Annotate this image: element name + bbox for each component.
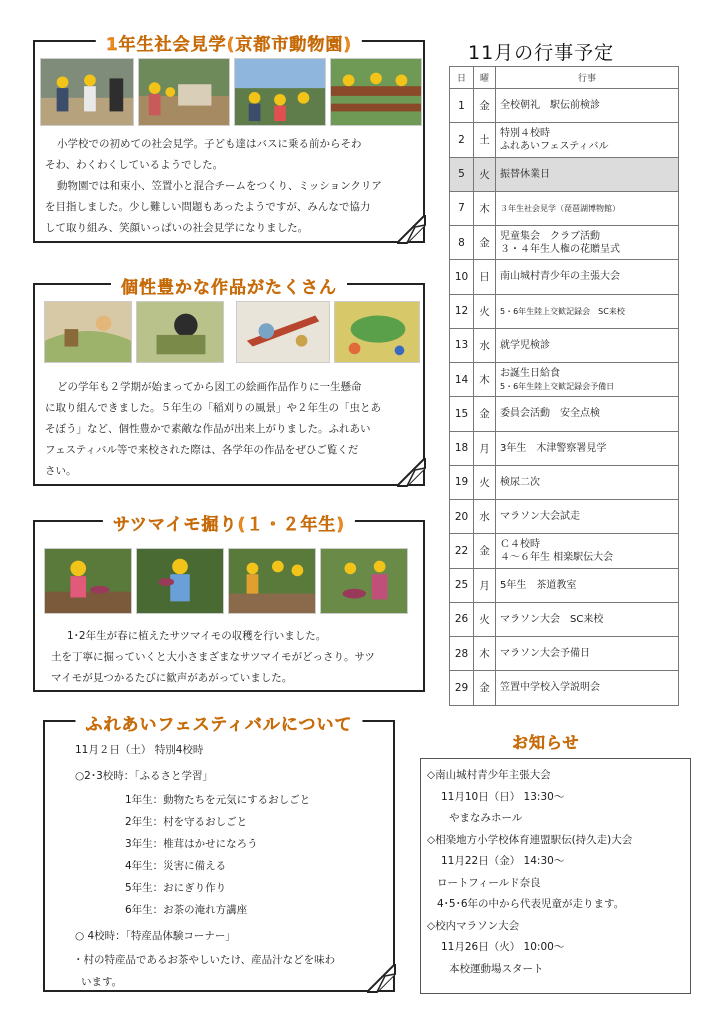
schedule-weekday: 金 — [474, 89, 496, 123]
schedule-table — [449, 66, 679, 706]
art-line-2: に取り組んできました。５年生の「稲刈りの風景」や２年生の「虫とあ — [45, 402, 381, 414]
schedule-day: 18 — [450, 431, 474, 465]
schedule-event — [496, 397, 679, 431]
potato-line-3: マイモが見つかるたびに歓声があがっていました。 — [51, 672, 293, 684]
schedule-row — [450, 397, 679, 431]
notice-line: やまなみホール — [449, 812, 523, 824]
schedule-row — [450, 157, 679, 191]
zoo-section — [33, 35, 425, 243]
zoo-line-2: そわ、わくわくしているようでした。 — [45, 159, 224, 171]
schedule-row — [450, 260, 679, 294]
zoo-line-4: を目指しました。少し難しい問題もあったようですが、みんなで協力 — [45, 201, 371, 213]
schedule-event-line2: ４～６年生 相楽駅伝大会 — [500, 551, 614, 563]
notice-title: お知らせ — [512, 733, 580, 752]
schedule-row — [450, 294, 679, 328]
schedule-row — [450, 602, 679, 636]
festival-grade-4: 4年生：災害に備える — [125, 860, 227, 872]
schedule-event — [496, 431, 679, 465]
art-photo-1 — [44, 301, 132, 363]
art-photo-4 — [334, 301, 420, 363]
schedule-event-line1: 5年生 茶道教室 — [500, 579, 577, 591]
schedule-weekday: 金 — [474, 534, 496, 568]
schedule-event-line1: ３年生社会見学（琵琶湖博物館） — [500, 203, 620, 213]
festival-corner-fold — [367, 964, 397, 994]
schedule-day: 1 — [450, 89, 474, 123]
zoo-corner-fold — [397, 215, 427, 245]
potato-title: サツマイモ掘り(１・２年生) — [103, 510, 355, 535]
schedule-day: 5 — [450, 157, 474, 191]
schedule-event-line1: 児童集会 クラブ活動 — [500, 230, 600, 242]
schedule-row — [450, 226, 679, 260]
potato-line-1: 1･2年生が春に植えたサツマイモの収穫を行いました。 — [67, 630, 327, 642]
schedule-weekday: 月 — [474, 568, 496, 602]
potato-section — [33, 515, 425, 692]
schedule-header-row — [450, 67, 679, 89]
schedule-weekday: 木 — [474, 363, 496, 397]
art-text — [45, 377, 421, 482]
schedule-row — [450, 363, 679, 397]
festival-note-1: ・村の特産品であるお茶やしいたけ、産品汁などを味わ — [73, 954, 336, 966]
schedule-event — [496, 260, 679, 294]
schedule-day: 25 — [450, 568, 474, 602]
schedule-event — [496, 602, 679, 636]
schedule-event — [496, 157, 679, 191]
schedule-event — [496, 89, 679, 123]
schedule-weekday: 土 — [474, 123, 496, 157]
schedule-event-line1: 3年生 木津警察署見学 — [500, 442, 607, 454]
schedule-row — [450, 500, 679, 534]
schedule-day: 28 — [450, 637, 474, 671]
notice-line: 11月10日（日） 13:30～ — [441, 790, 565, 803]
schedule-event — [496, 465, 679, 499]
zoo-line-1: 小学校での初めての社会見学。子ども達はバスに乗る前からそわ — [57, 138, 362, 150]
festival-period4: ○ 4校時：「特産品体験コーナー」 — [75, 930, 236, 942]
art-line-3: そぼう」など、個性豊かで素敵な作品が出来上がりました。ふれあい — [45, 423, 371, 435]
schedule-row — [450, 89, 679, 123]
art-line-5: さい。 — [45, 465, 77, 477]
art-line-4: フェスティバル等で来校された際は、各学年の作品をぜひご覧くだ — [45, 444, 359, 456]
schedule-event-line1: マラソン大会 SC来校 — [500, 613, 604, 625]
notice-line: 11月26日（火） 10:00～ — [441, 941, 565, 953]
schedule-row — [450, 671, 679, 705]
schedule-weekday: 火 — [474, 157, 496, 191]
schedule-row — [450, 431, 679, 465]
art-title: 個性豊かな作品がたくさん — [111, 273, 347, 298]
schedule-event-line1: 全校朝礼 駅伝前検診 — [500, 100, 600, 112]
schedule-event — [496, 500, 679, 534]
art-line-1: どの学年も２学期が始まってから図工の絵画作品作りに一生懸命 — [57, 381, 362, 393]
art-photo-2 — [136, 301, 224, 363]
schedule-event-line1: 5・6年生陸上交歓記録会 SC来校 — [500, 306, 625, 316]
schedule-weekday: 金 — [474, 226, 496, 260]
schedule-day: 14 — [450, 363, 474, 397]
zoo-photo-4 — [330, 58, 422, 126]
schedule-event — [496, 534, 679, 568]
schedule-event-line1: 委員会活動 安全点検 — [500, 408, 600, 420]
potato-photos — [44, 548, 408, 614]
zoo-photo-1 — [40, 58, 134, 126]
art-photo-3 — [236, 301, 330, 363]
schedule-event-line2: 5・6年生陸上交歓記録会予備日 — [500, 381, 615, 391]
zoo-line-3: 動物園では和束小、笠置小と混合チームをつくり、ミッションクリア — [57, 180, 382, 192]
notice-line: 本校運動場スタート — [449, 962, 544, 975]
schedule-event — [496, 191, 679, 225]
schedule-event — [496, 568, 679, 602]
schedule-event-line1: マラソン大会予備日 — [500, 648, 590, 660]
festival-note-2: います。 — [81, 976, 123, 988]
schedule-event — [496, 363, 679, 397]
schedule-event-line1: Ｃ４校時 — [500, 538, 540, 550]
schedule-weekday: 金 — [474, 397, 496, 431]
schedule-day: 15 — [450, 397, 474, 431]
schedule-event — [496, 226, 679, 260]
schedule-event-line2: ふれあいフェスティバル — [500, 140, 609, 152]
schedule-weekday: 金 — [474, 671, 496, 705]
schedule-event — [496, 671, 679, 705]
schedule-weekday: 木 — [474, 191, 496, 225]
notice-line: ロートフィールド奈良 — [437, 876, 541, 889]
schedule-event — [496, 637, 679, 671]
potato-photo-2 — [136, 548, 224, 614]
potato-photo-4 — [320, 548, 408, 614]
art-corner-fold — [397, 458, 427, 488]
festival-date: 11月２日（土） 特別4校時 — [75, 744, 204, 756]
schedule-row — [450, 191, 679, 225]
schedule-event-line1: 振替休業日 — [500, 168, 550, 180]
potato-line-2: 土を丁寧に掘っていくと大小さまざまなサツマイモがどっさり。サツ — [51, 651, 375, 663]
schedule-day: 10 — [450, 260, 474, 294]
schedule-row — [450, 534, 679, 568]
schedule-weekday: 木 — [474, 637, 496, 671]
schedule-row — [450, 123, 679, 157]
schedule-weekday: 火 — [474, 602, 496, 636]
schedule-event-line1: 検尿二次 — [500, 476, 540, 488]
art-photos — [44, 301, 420, 363]
zoo-line-5: して取り組み、笑顔いっぱいの社会見学になりました。 — [45, 222, 309, 234]
schedule-day: 29 — [450, 671, 474, 705]
zoo-photos — [40, 58, 422, 126]
schedule-day: 8 — [450, 226, 474, 260]
festival-grade-5: 5年生：おにぎり作り — [125, 882, 227, 894]
schedule-day: 19 — [450, 465, 474, 499]
schedule-row — [450, 465, 679, 499]
schedule-title: 11月の行事予定 — [468, 42, 615, 64]
schedule-weekday: 火 — [474, 465, 496, 499]
festival-section — [43, 715, 395, 992]
schedule-event-line1: 特別４校時 — [500, 127, 550, 139]
notice-line: ◇相楽地方小学校体育連盟駅伝(持久走)大会 — [427, 833, 633, 846]
notice-line: ◇校内マラソン大会 — [427, 919, 520, 932]
header-day: 日 — [450, 67, 474, 89]
potato-photo-3 — [228, 548, 316, 614]
schedule-weekday: 日 — [474, 260, 496, 294]
festival-grade-1: 1年生：動物たちを元気にするおしごと — [125, 794, 311, 806]
schedule-day: 7 — [450, 191, 474, 225]
notice-line: 11月22日（金） 14:30～ — [441, 855, 565, 867]
schedule-event-line1: お誕生日給食 — [500, 367, 560, 379]
schedule-weekday: 水 — [474, 328, 496, 362]
festival-title: ふれあいフェスティバルについて — [75, 710, 362, 735]
schedule-body — [450, 89, 679, 706]
schedule-day: 2 — [450, 123, 474, 157]
schedule-weekday: 水 — [474, 500, 496, 534]
schedule-event-line1: マラソン大会試走 — [500, 511, 580, 523]
schedule-weekday: 月 — [474, 431, 496, 465]
schedule-event-line1: 南山城村青少年の主張大会 — [500, 271, 620, 283]
potato-photo-1 — [44, 548, 132, 614]
schedule-day: 26 — [450, 602, 474, 636]
zoo-photo-2 — [138, 58, 230, 126]
notice-line: ◇南山城村青少年主張大会 — [427, 769, 551, 781]
festival-period23: ○2･3校時：「ふるさと学習」 — [75, 770, 214, 782]
schedule-day: 22 — [450, 534, 474, 568]
festival-grade-6: 6年生：お茶の淹れ方講座 — [125, 904, 248, 916]
art-section — [33, 278, 425, 486]
festival-grade-3: 3年生：椎茸はかせになろう — [125, 838, 258, 850]
schedule-row — [450, 328, 679, 362]
schedule-day: 12 — [450, 294, 474, 328]
notice-line: 4･5･6年の中から代表児童が走ります。 — [437, 898, 625, 910]
schedule-day: 20 — [450, 500, 474, 534]
zoo-title: 1年生社会見学(京都市動物園) — [96, 30, 362, 55]
schedule-event-line1: 笠置中学校入学説明会 — [500, 682, 600, 694]
potato-text — [45, 626, 421, 689]
schedule-event — [496, 328, 679, 362]
festival-grade-2: 2年生：村を守るおしごと — [125, 816, 248, 828]
schedule-day: 13 — [450, 328, 474, 362]
zoo-photo-3 — [234, 58, 326, 126]
header-event: 行事 — [496, 67, 679, 89]
schedule-event — [496, 294, 679, 328]
schedule-weekday: 火 — [474, 294, 496, 328]
header-weekday: 曜 — [474, 67, 496, 89]
notice-box — [420, 758, 691, 994]
schedule-row — [450, 637, 679, 671]
schedule-event — [496, 123, 679, 157]
schedule-row — [450, 568, 679, 602]
schedule-event-line1: 就学児検診 — [500, 339, 550, 351]
schedule-event-line2: ３・４年生人権の花贈呈式 — [500, 243, 620, 255]
zoo-text — [45, 134, 421, 239]
